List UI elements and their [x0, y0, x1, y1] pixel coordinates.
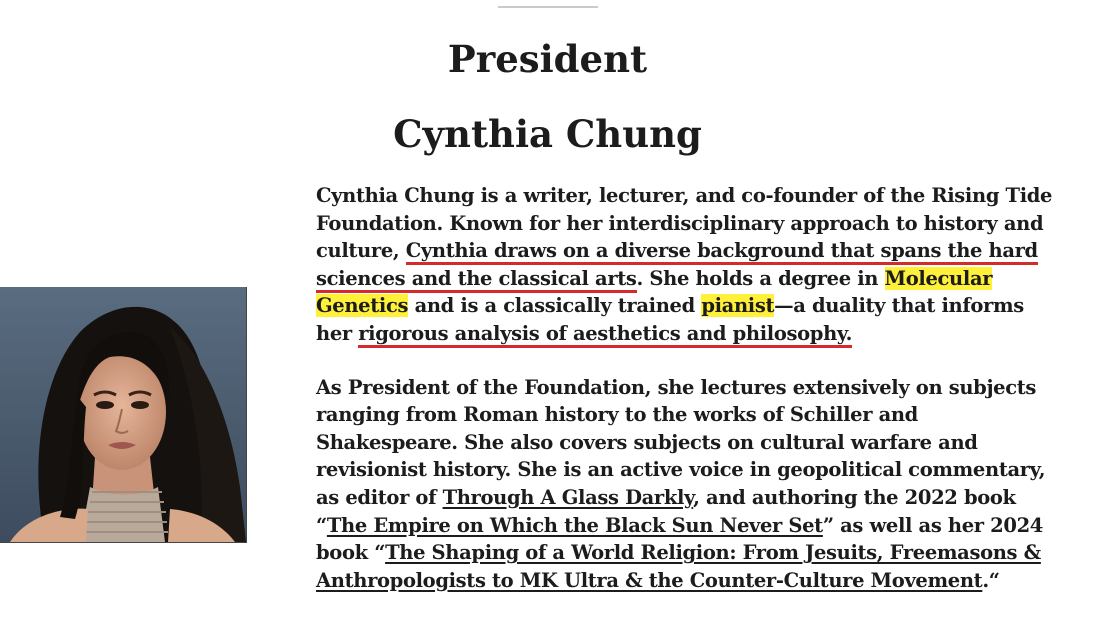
portrait-photo [0, 287, 247, 543]
top-divider [498, 6, 598, 8]
red-underline-annotation: Cynthia draws on a diverse background that spans the hard sciences and the classical arts [316, 239, 1038, 293]
bio-paragraph-1: Cynthia Chung is a writer, lecturer, and co-founder of the Rising Tide Foundation. Known for her interdisciplinary approach to history and culture, Cynthia draws on a diverse background that spans the hard sciences and the classical arts. She holds a degree in Molecular Genetics and is a classically trained pianist—a duality that informs her rigorous analysis of aesthetics and philosophy. [316, 182, 1056, 348]
link-empire-black-sun-book[interactable]: The Empire on Which the Black Sun Never Set [326, 513, 823, 537]
bio-paragraph-2: As President of the Foundation, she lectures extensively on subjects ranging from Roman history to the works of Schiller and Shakespeare. She also covers subjects on cultural warfare and revisionist history. She is an active voice in geopolitical commentary, as editor of Through A Glass Darkly, and authoring the 2022 book “The Empire on Which the Black Sun Never Set” as well as her 2024 book “The Shaping of a World Religion: From Jesuits, Freemasons & Anthropologists to MK Ultra & the Counter-Culture Movement.“ [316, 375, 1046, 592]
link-through-a-glass-darkly[interactable]: Through A Glass Darkly [442, 485, 694, 509]
bio-text [316, 182, 1056, 594]
role-heading: President [447, 37, 648, 81]
red-underline-annotation: rigorous analysis of aesthetics and philosophy. [358, 322, 852, 348]
highlight-molecular-genetics: Molecular Genetics [316, 266, 993, 318]
person-name-heading: Cynthia Chung [393, 112, 702, 156]
link-shaping-world-religion-book[interactable]: The Shaping of a World Religion: From Jesuits, Freemasons & Anthropologists to MK Ultra & the Counter-Culture Movement [316, 541, 1041, 592]
highlight-pianist: pianist [701, 294, 775, 318]
